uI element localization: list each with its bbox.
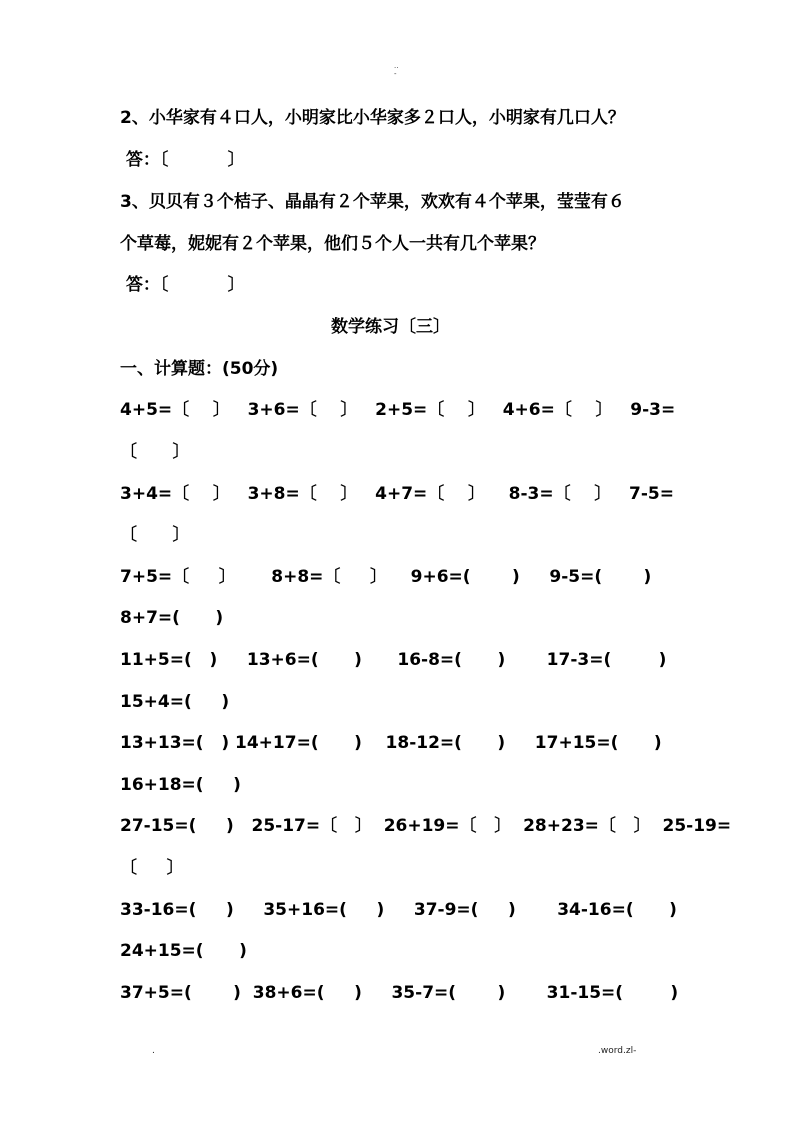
problem-row-7: 33-16=( ) 35+16=( ) 37-9=( ) 34-16=( )	[120, 900, 677, 920]
footer-left-mark: .	[152, 1046, 155, 1056]
answer-line-2: 答：〔 〕	[120, 150, 245, 170]
problem-row-4-wrap: 15+4=( )	[120, 692, 230, 712]
footer-right-mark: .word.zl-	[598, 1046, 637, 1056]
section-heading: 一、计算题：(50分)	[120, 359, 279, 379]
problem-row-6: 27-15=( ) 25-17=〔 〕 26+19=〔 〕 28+23=〔 〕 25-19=	[120, 816, 732, 836]
problem-row-1-wrap: 〔 〕	[120, 442, 190, 462]
problem-row-2-wrap: 〔 〕	[120, 525, 190, 545]
problem-row-7-wrap: 24+15=( )	[120, 941, 247, 961]
question-3-line-2: 个草莓，妮妮有２个苹果，他们５个人一共有几个苹果？	[120, 234, 545, 254]
problem-row-6-wrap: 〔 〕	[120, 858, 184, 878]
problem-row-8: 37+5=( ) 38+6=( ) 35-7=( ) 31-15=( )	[120, 983, 679, 1003]
answer-line-3: 答：〔 〕	[120, 275, 245, 295]
question-2: 2、小华家有４口人，小明家比小华家多２口人，小明家有几口人？	[120, 108, 625, 128]
question-3-line-1: 3、贝贝有３个桔子、晶晶有２个苹果，欢欢有４个苹果，莹莹有６	[120, 192, 625, 212]
problem-row-4: 11+5=( ) 13+6=( ) 16-8=( ) 17-3=( )	[120, 650, 667, 670]
problem-row-3-wrap: 8+7=( )	[120, 608, 224, 628]
problem-row-5-wrap: 16+18=( )	[120, 775, 241, 795]
problem-row-3: 7+5=〔 〕 8+8=〔 〕 9+6=( ) 9-5=( )	[120, 567, 652, 587]
problem-row-2: 3+4=〔 〕 3+8=〔 〕 4+7=〔 〕 8-3=〔 〕 7-5=	[120, 484, 674, 504]
problem-row-1: 4+5=〔 〕 3+6=〔 〕 2+5=〔 〕 4+6=〔 〕 9-3=	[120, 400, 676, 420]
header-mark: .. -	[394, 62, 399, 78]
section-title: 数学练习〔三〕	[331, 317, 450, 337]
problem-row-5: 13+13=( ) 14+17=( ) 18-12=( ) 17+15=( )	[120, 733, 662, 753]
